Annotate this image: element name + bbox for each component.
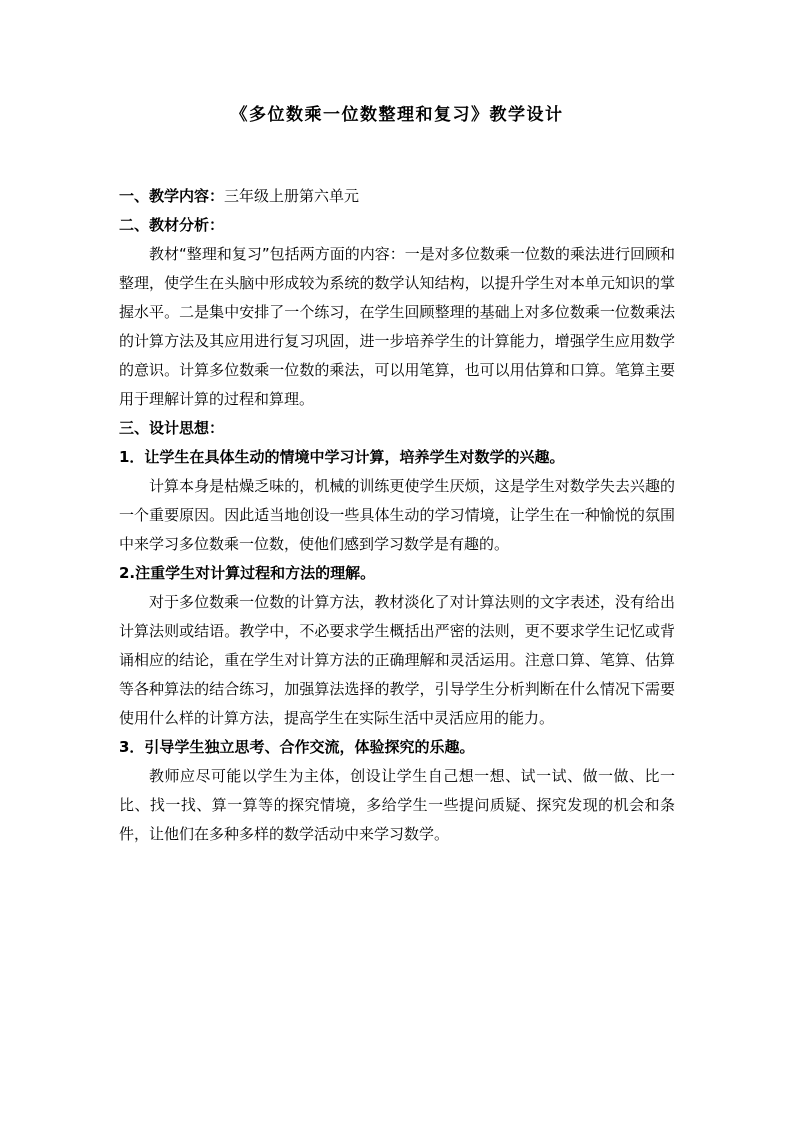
design-point-1-paragraph: 计算本身是枯燥乏味的，机械的训练更使学生厌烦，这是学生对数学失去兴趣的一个重要原因。因此适当地创设一些具体生动的学习情境，让学生在一种愉悦的氛围中来学习多位数乘一位数，使他们感到学习数学是有趣的。 bbox=[119, 477, 675, 553]
design-point-1-heading: 1．让学生在具体生动的情境中学习计算，培养学生对数学的兴趣。 bbox=[119, 448, 565, 466]
section-material-analysis-heading: 二、教材分析： bbox=[119, 216, 225, 234]
document-title: 《多位数乘一位数整理和复习》教学设计 bbox=[230, 105, 564, 125]
design-point-3-heading: 3．引导学生独立思考、合作交流，体验探究的乐趣。 bbox=[119, 738, 475, 756]
section-material-analysis-paragraph: 教材“整理和复习”包括两方面的内容：一是对多位数乘一位数的乘法进行回顾和整理，使学生在头脑中形成较为系统的数学认知结构，以提升学生对本单元知识的掌握水平。二是集中安排了一个练习，在学生回顾整理的基础上对多位数乘一位数乘法的计算方法及其应用进行复习巩固，进一步培养学生的计算能力，增强学生应用数学的意识。计算多位数乘一位数的乘法，可以用笔算，也可以用估算和口算。笔算主要用于理解计算的过程和算理。 bbox=[119, 245, 675, 408]
section-teaching-content bbox=[119, 182, 675, 211]
section-teaching-content-label: 一、教学内容： bbox=[119, 187, 225, 205]
section-teaching-content-value: 三年级上册第六单元 bbox=[224, 187, 360, 205]
design-point-3-paragraph: 教师应尽可能以学生为主体，创设让学生自己想一想、试一试、做一做、比一比、找一找、算一算等的探究情境，多给学生一些提问质疑、探究发现的机会和条件，让他们在多种多样的数学活动中来学习数学。 bbox=[119, 767, 675, 843]
document-body bbox=[119, 182, 675, 849]
section-design-ideas-heading: 三、设计思想： bbox=[119, 419, 225, 437]
design-point-2-paragraph: 对于多位数乘一位数的计算方法，教材淡化了对计算法则的文字表述，没有给出计算法则或结语。教学中，不必要求学生概括出严密的法则，更不要求学生记忆或背诵相应的结论，重在学生对计算方法的正确理解和灵活运用。注意口算、笔算、估算等各种算法的结合练习，加强算法选择的教学，引导学生分析判断在什么情况下需要使用什么样的计算方法，提高学生在实际生活中灵活应用的能力。 bbox=[119, 593, 675, 727]
design-point-2-heading: 2.注重学生对计算过程和方法的理解。 bbox=[119, 564, 376, 582]
